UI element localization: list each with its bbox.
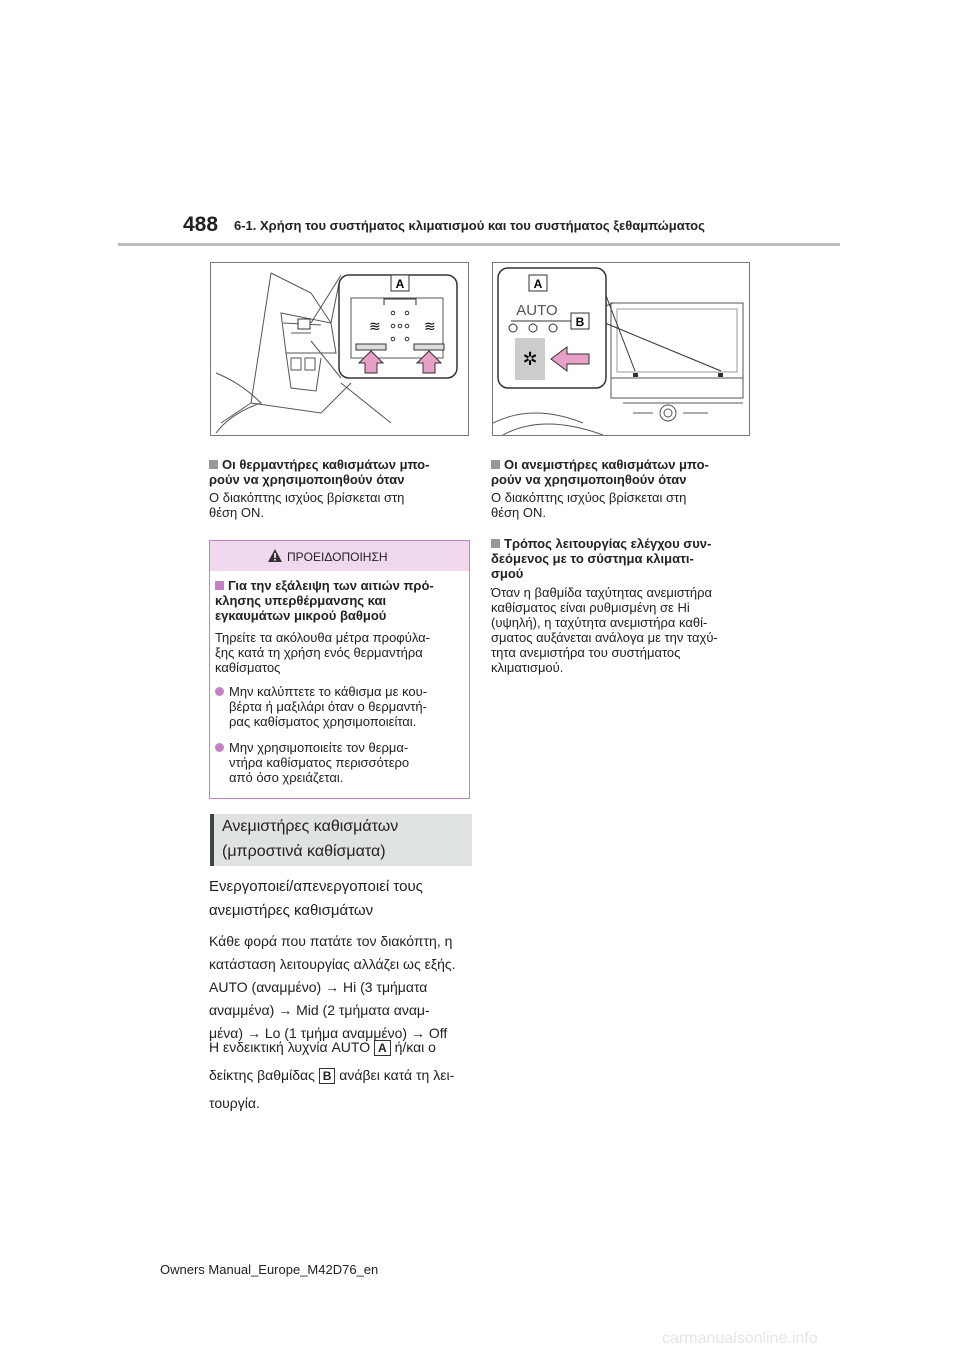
warning-bullet-1: Μην καλύπτετε το κάθισμα με κου- βέρτα ή μαξιλάρι όταν ο θερμαντή- ρας καθίσματος χρησιμοποιείται. (215, 684, 467, 729)
seat-fan-usage-text: Ο διακόπτης ισχύος βρίσκεται στη θέση ON. (491, 490, 687, 520)
warning-square-icon (215, 581, 224, 590)
warning-header (210, 541, 469, 571)
section-heading (210, 814, 472, 866)
warning-heading: Για την εξάλειψη των αιτιών πρό- κλησης υπερθέρμανσης και εγκαυμάτων μικρού βαθμού (215, 578, 434, 623)
seat-fan-icon: ✲ (522, 349, 538, 370)
label-b: B (575, 315, 585, 329)
warning-bullet-2: Μην χρησιμοποιείτε τον θερμα- ντήρα καθίσματος περισσότερο από όσο χρειάζεται. (215, 740, 467, 785)
warning-box (209, 540, 470, 799)
dashboard-illustration (493, 263, 749, 435)
indicator-text: Η ενδεικτική λυχνία AUTO A ή/και ο δείκτης βαθμίδας B ανάβει κατά τη λει- τουργία. (209, 1039, 455, 1111)
section-heading-line-2: (μπροστινά καθίσματα) (222, 843, 386, 860)
seat-heater-usage-heading: Οι θερμαντήρες καθισμάτων μπο- ρούν να χρησιμοποιηθούν όταν (209, 457, 430, 487)
seat-fan-subheading: Ενεργοποιεί/απενεργοποιεί τους ανεμιστήρες καθισμάτων (209, 878, 423, 919)
mode-sequence-text: Κάθε φορά που πατάτε τον διακόπτη, η κατάσταση λειτουργίας αλλάζει ως εξής. AUTO (αναμμένο) → Hi (3 τμήματα αναμμένα) → Mid (2 τμήματα αναμ- μένα) → Lo (1 τμήμα αναμμένο) → Off (209, 933, 456, 1041)
seat-heater-usage-text: Ο διακόπτης ισχύος βρίσκεται στη θέση ON. (209, 490, 405, 520)
bullet-dot-icon (215, 687, 224, 696)
page-number: 488 (183, 213, 219, 236)
label-a: A (395, 277, 405, 291)
section-heading-line-1: Ανεμιστήρες καθισμάτων (222, 818, 399, 835)
watermark: carmanualsonline.info (662, 1330, 818, 1347)
section-square-icon (209, 460, 218, 469)
seat-fan-usage-heading: Οι ανεμιστήρες καθισμάτων μπο- ρούν να χρησιμοποιηθούν όταν (491, 457, 709, 487)
section-square-icon (491, 460, 500, 469)
auto-indicator-text: AUTO (516, 302, 558, 319)
seat-heater-icon-right: ≋ (424, 319, 436, 335)
label-a-right: A (533, 277, 543, 291)
rear-seat-heater-figure (210, 262, 469, 436)
rear-seat-illustration (211, 263, 468, 435)
warning-triangle-icon (267, 548, 283, 563)
box-label-b: B (319, 1068, 336, 1084)
box-label-a: A (374, 1040, 391, 1056)
header-divider (118, 243, 840, 246)
warning-intro: Τηρείτε τα ακόλουθα μέτρα προφύλα- ξης κατά τη χρήση ενός θερμαντήρα καθίσματος (215, 630, 430, 675)
seat-heater-icon-left: ≋ (369, 319, 381, 335)
chapter-title: 6-1. Χρήση του συστήματος κλιματισμού και του συστήματος ξεθαμπώματος (234, 218, 705, 233)
warning-title: ΠΡΟΕΙΔΟΠΟΙΗΣΗ (287, 550, 388, 564)
bullet-dot-icon (215, 743, 224, 752)
auto-mode-heading: Τρόπος λειτουργίας ελέγχου συν- δεόμενος με το σύστημα κλιματι- σμού (491, 536, 712, 581)
footer-manual-name: Owners Manual_Europe_M42D76_en (160, 1262, 379, 1277)
front-seat-fan-figure (492, 262, 750, 436)
auto-mode-text: Όταν η βαθμίδα ταχύτητας ανεμιστήρα καθίσματος είναι ρυθμισμένη σε Hi (υψηλή), η ταχύτητα ανεμιστήρα καθί- σματος αυξάνεται ανάλογα με την ταχύ- τητα ανεμιστήρα του συστήματος κλιματισμού. (491, 585, 718, 675)
section-square-icon (491, 539, 500, 548)
